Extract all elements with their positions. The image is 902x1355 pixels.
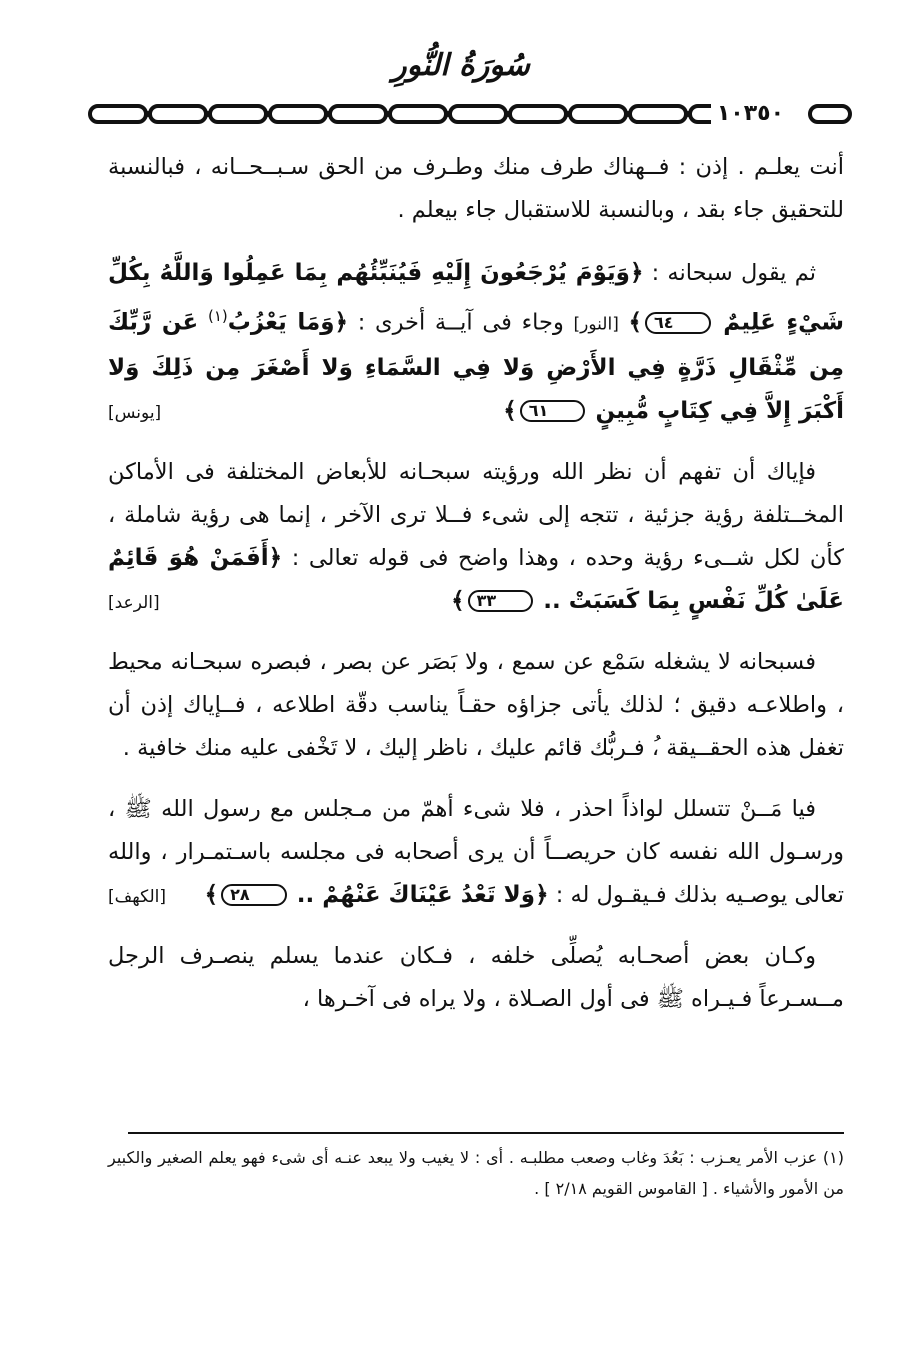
quran-verse-nur-64: ﴿وَيَوْمَ يُرْجَعُونَ إِلَيْهِ فَيُنَبِّئُهُم بِمَا عَمِلُوا وَاللَّهُ بِكُلِّ شَيْءٍ عَلِيمٌ [108, 260, 845, 336]
ornamental-chain-divider [88, 102, 852, 126]
ayah-number-33: ٣٣ [468, 590, 534, 612]
footnote: (١) عزب الأمر يعـزب : بَعُدَ وغاب وصعب مطلبـه . أى : لا يغيب ولا يبعد عنـه أى شىء فهو يعلم الصغير والكبير من الأمور والأشياء . [ القاموس القويم ٢/١٨ ] . [108, 1148, 844, 1198]
page-header [70, 40, 852, 135]
main-text [108, 146, 844, 1039]
surah-title: سُورَةُ النُّورِ [392, 48, 530, 83]
surah-reference-kahf: [الكهف] [108, 886, 166, 907]
ayah-number-61: ٦١ [520, 400, 586, 422]
paragraph-5-text: فيا مَــنْ تتسلل لواذاً احذر ، فلا شىء أهمّ من مـجلس مع رسول الله ﷺ ، ورسـول الله نفسه كان حريصــاً أن يرى أصحابه فى مجلسه باسـتمـرار ، والله تعالى يوصـيه بذلك فـيقـول له : [108, 795, 844, 908]
quran-verse-raad-33: ﴿أَفَمَنْ هُوَ قَائِمٌ عَلَىٰ كُلِّ نَفْسٍ بِمَا كَسَبَتْ .. [108, 544, 844, 614]
quran-verse-yunus-61: ﴿وَمَا يَعْزُبُ [227, 309, 349, 336]
ayah-number-28: ٢٨ [221, 884, 287, 906]
connector-text: وجاء فى آيــة أخرى : [357, 309, 564, 336]
intro-text: ثم يقول سبحانه : [651, 260, 816, 286]
surah-reference-nur: [النور] [573, 314, 619, 335]
verse-close-bracket: ﴾ [451, 587, 465, 614]
ayah-number-64: ٦٤ [645, 312, 711, 334]
surah-reference-raad: [الرعد] [108, 592, 160, 613]
verse-close-bracket: ﴾ [204, 881, 219, 908]
verse-close-bracket: ﴾ [628, 309, 643, 336]
page-number: ١٠٣٥٠ [711, 102, 790, 126]
verse-close-bracket: ﴾ [503, 397, 517, 424]
quran-verse-yunus-61-rest: عَن رَّبِّكَ مِن مِّثْقَالِ ذَرَّةٍ فِي الأَرْضِ وَلا فِي السَّمَاءِ وَلا أَصْغَرَ مِن ذَلِكَ وَلا أَكْبَرَ إِلاَّ فِي كِتَابٍ مُّبِينٍ [108, 309, 844, 424]
paragraph-2 [108, 252, 844, 433]
quran-verse-kahf-28: ﴿وَلا تَعْدُ عَيْنَاكَ عَنْهُمْ .. [296, 881, 549, 908]
surah-reference-yunus: [يونس] [108, 402, 162, 423]
paragraph-4: فسبحانه لا يشغله سَمْع عن سمع ، ولا بَصَر عن بصر ، فبصره سبحـانه محيط ، واطلاعـه دقيق ؛ لذلك يأتى جزاؤه حقـاً يناسب دقّة اطلاعه ، فــإياك إذن أن تغفل هذه الحقــيقة ،ُ فـربُّك قائم عليك ، ناظر إليك ، لا تَخْفى عليه منك خافية . [108, 648, 844, 761]
paragraph-1: أنت يعلـم . إذن : فــهناك طرف منك وطـرف من الحق سـبــحــانه ، فبالنسبة للتحقيق جاء بقد ، وبالنسبة للاستقبال جاء بيعلم . [108, 154, 844, 223]
paragraph-3 [108, 451, 844, 623]
paragraph-6: وكـان بعض أصحـابه يُصلِّى خلفه ، فـكان عندما يسلم ينصـرف الرجل مــسـرعاً فـيـراه ﷺ فى أول الصـلاة ، ولا يراه فى آخـرها ، [108, 942, 844, 1012]
paragraph-5 [108, 788, 844, 917]
paragraph-3-text: فإياك أن تفهم أن نظر الله ورؤيته سبحـانه للأبعاض المختلفة فى الأماكن المخــتلفة رؤية جزئية ، تتجه إلى شىء فــلا ترى الآخر ، إنما هى رؤية شاملة ، كأن لكل شــىء رؤية وحده ، وهذا واضح فى قوله تعالى : [108, 458, 844, 571]
footnote-marker[interactable]: (١) [207, 307, 228, 325]
footnote-divider [128, 1132, 844, 1134]
